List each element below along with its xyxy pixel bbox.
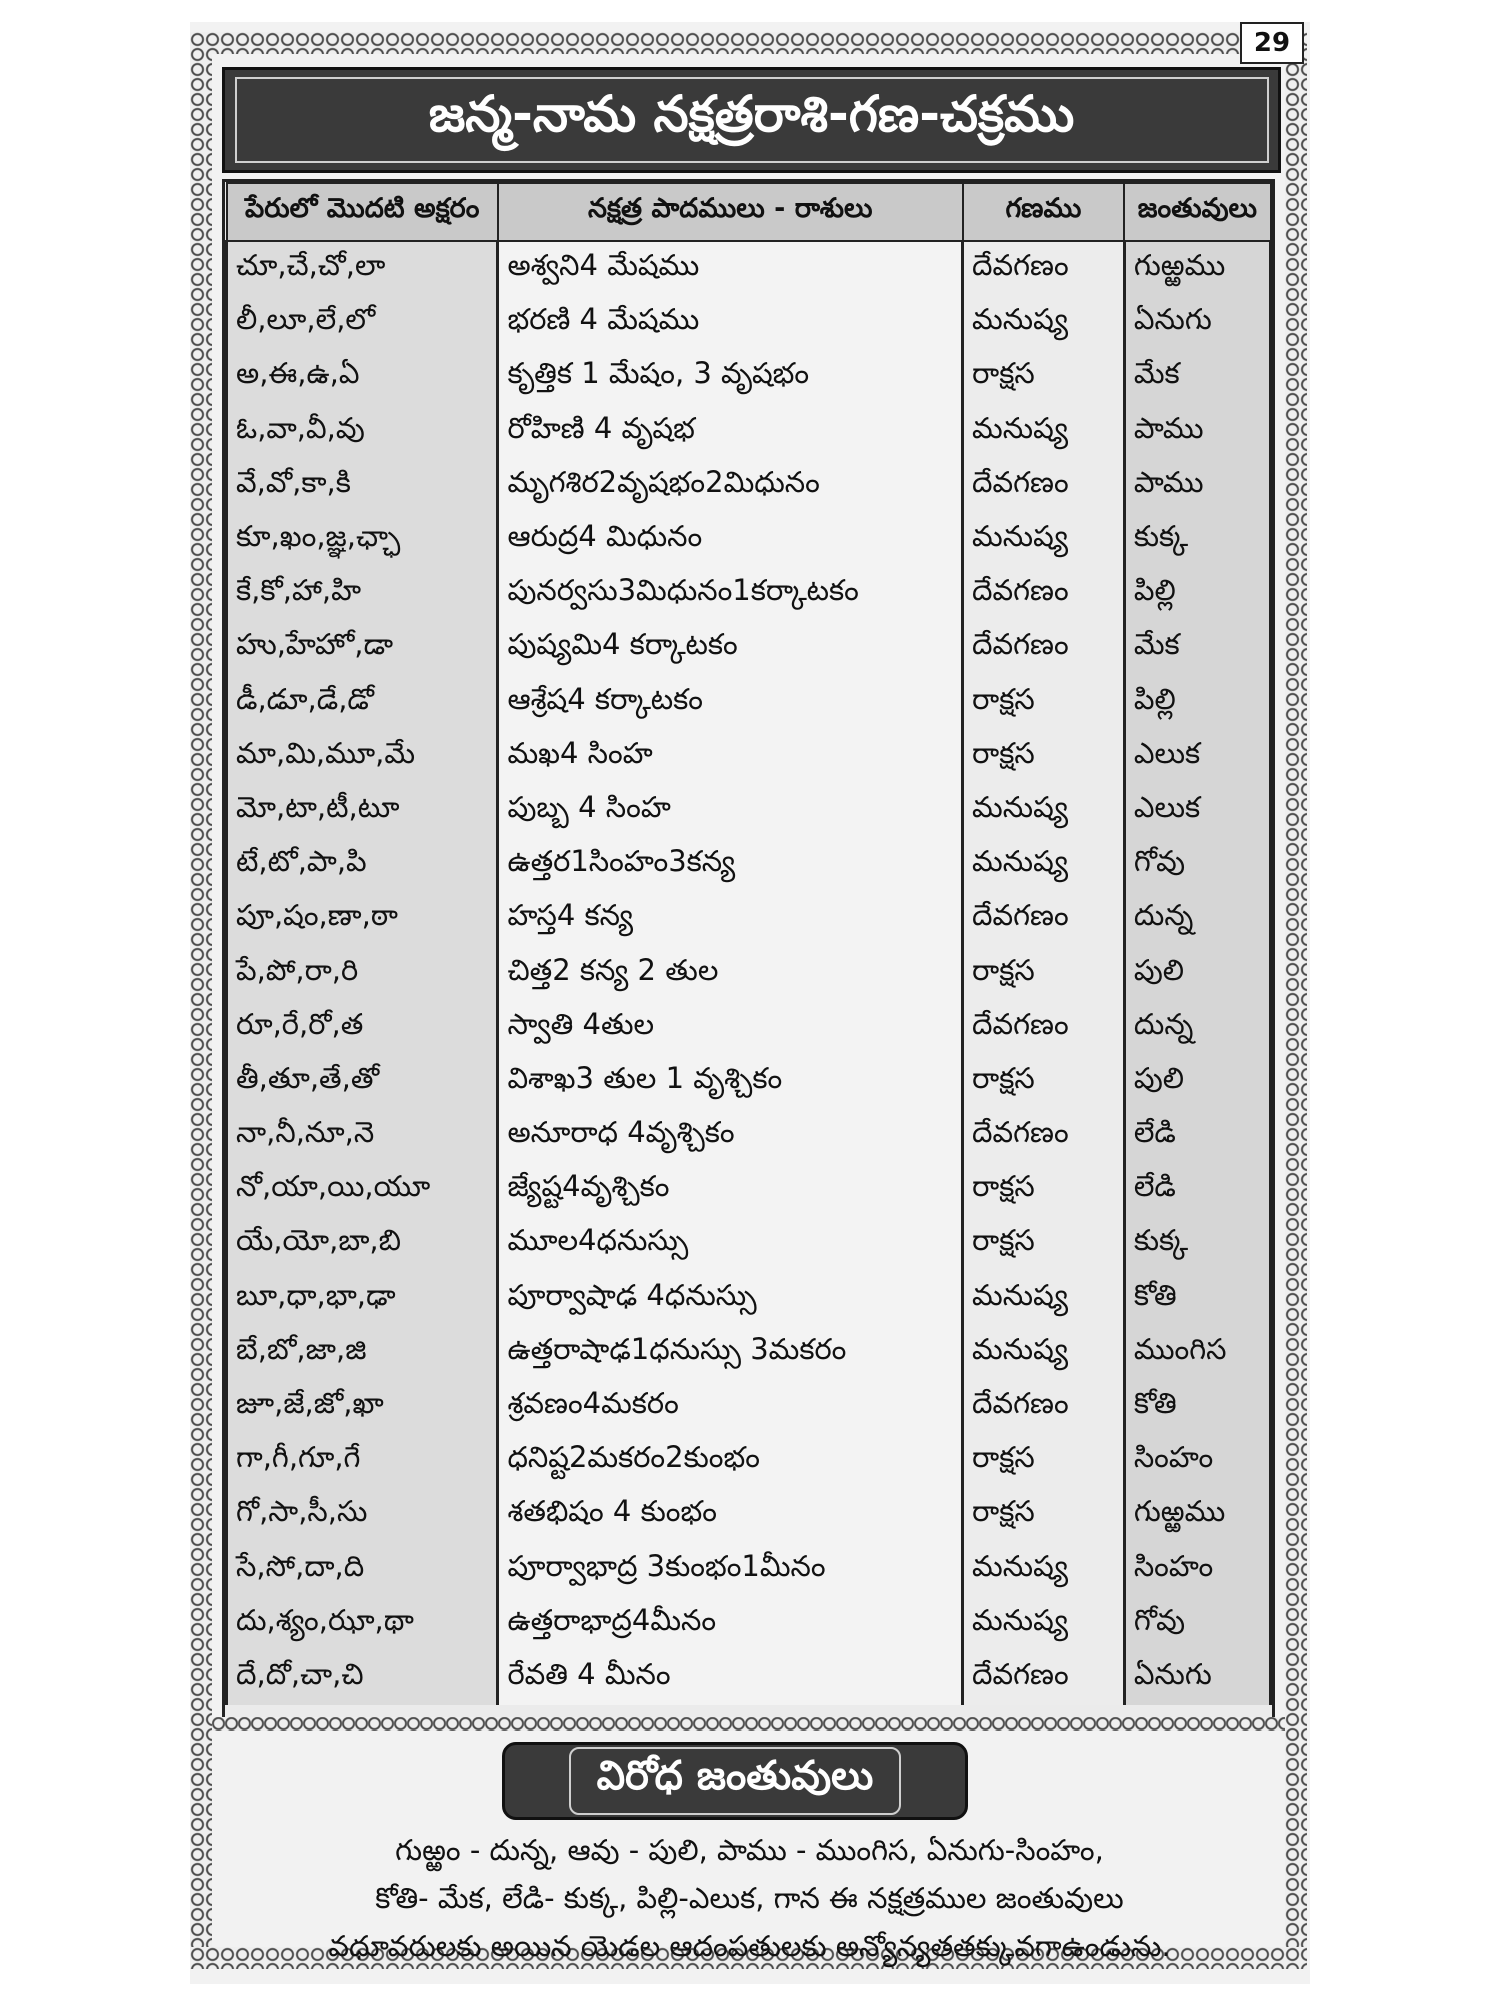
nakshatra-padas-cell: జ్యేష్ట4వృశ్చికం [498, 1163, 963, 1217]
ganam-cell: రాక్షస [963, 350, 1125, 404]
ganam-cell: రాక్షస [963, 1163, 1125, 1217]
chain-border-right [1285, 32, 1307, 1967]
first-letters-cell: రూ,రే,రో,త [227, 1001, 498, 1055]
first-letters-cell: తీ,తూ,తే,తో [227, 1055, 498, 1109]
nakshatra-padas-cell: చిత్త2 కన్య 2 తుల [498, 946, 963, 1000]
ganam-cell: మనుష్య [963, 1543, 1125, 1597]
nakshatra-padas-cell: ఆశ్రేష4 కర్కాటకం [498, 676, 963, 730]
nakshatra-padas-cell: అశ్వని4 మేషము [498, 241, 963, 296]
table-row [227, 1543, 1271, 1597]
table-row [227, 784, 1271, 838]
animal-cell: లేడి [1124, 1163, 1270, 1217]
animal-cell: పిల్లి [1124, 567, 1270, 621]
table-row [227, 1597, 1271, 1651]
nakshatra-padas-cell: పూర్వాషాఢ 4ధనుస్సు [498, 1272, 963, 1326]
ganam-cell: రాక్షస [963, 1488, 1125, 1542]
animal-cell: పిల్లి [1124, 676, 1270, 730]
first-letters-cell: డీ,డూ,డే,డో [227, 676, 498, 730]
table-row [227, 1434, 1271, 1488]
enemy-animals-section [222, 1734, 1275, 1963]
table-row [227, 1272, 1271, 1326]
nakshatra-padas-cell: ధనిష్ట2మకరం2కుంభం [498, 1434, 963, 1488]
table-row [227, 350, 1271, 404]
nakshatra-padas-cell: అనూరాధ 4వృశ్చికం [498, 1109, 963, 1163]
nakshatra-padas-cell: ఆరుద్ర4 మిధునం [498, 513, 963, 567]
first-letters-cell: లీ,లూ,లే,లో [227, 296, 498, 350]
animal-cell: ముంగిస [1124, 1326, 1270, 1380]
table-row [227, 513, 1271, 567]
chain-border-left [190, 32, 212, 1967]
nakshatra-padas-cell: మృగశిర2వృషభం2మిధునం [498, 459, 963, 513]
ganam-cell: దేవగణం [963, 1380, 1125, 1434]
nakshatra-padas-cell: మఖ4 సింహ [498, 730, 963, 784]
nakshatra-padas-cell: ఉత్తర1సింహం3కన్య [498, 838, 963, 892]
table-row [227, 892, 1271, 946]
first-letters-cell: గో,సా,సీ,సు [227, 1488, 498, 1542]
table-row [227, 730, 1271, 784]
ganam-cell: దేవగణం [963, 621, 1125, 675]
first-letters-cell: గా,గీ,గూ,గే [227, 1434, 498, 1488]
first-letters-cell: ఓ,వా,వీ,వు [227, 405, 498, 459]
chain-border-top [190, 32, 1240, 54]
first-letters-cell: నో,యా,యి,యూ [227, 1163, 498, 1217]
table-row [227, 1055, 1271, 1109]
first-letters-cell: కూ,ఖం,జ్ఞ,ఛ్ఛా [227, 513, 498, 567]
table-header-row [227, 183, 1271, 241]
header-animals: జంతువులు [1124, 183, 1270, 241]
ganam-cell: దేవగణం [963, 1109, 1125, 1163]
animal-cell: పాము [1124, 405, 1270, 459]
ganam-cell: దేవగణం [963, 1651, 1125, 1705]
animal-cell: పులి [1124, 946, 1270, 1000]
first-letters-cell: అ,ఈ,ఉ,ఏ [227, 350, 498, 404]
table-row [227, 1001, 1271, 1055]
ganam-cell: మనుష్య [963, 784, 1125, 838]
ganam-cell: రాక్షస [963, 1434, 1125, 1488]
animal-cell: మేక [1124, 621, 1270, 675]
ganam-cell: దేవగణం [963, 459, 1125, 513]
header-nakshatra-padas: నక్షత్ర పాదములు - రాశులు [498, 183, 963, 241]
first-letters-cell: దు,శ్యం,ఝా,థా [227, 1597, 498, 1651]
first-letters-cell: నా,నీ,నూ,నె [227, 1109, 498, 1163]
table-row [227, 405, 1271, 459]
ganam-cell: రాక్షస [963, 676, 1125, 730]
ganam-cell: మనుష్య [963, 405, 1125, 459]
nakshatra-padas-cell: పునర్వసు3మిధునం1కర్కాటకం [498, 567, 963, 621]
first-letters-cell: హు,హేహో,డా [227, 621, 498, 675]
animal-cell: కుక్క [1124, 1217, 1270, 1271]
nakshatra-padas-cell: విశాఖ3 తుల 1 వృశ్చికం [498, 1055, 963, 1109]
animal-cell: కోతి [1124, 1272, 1270, 1326]
nakshatra-padas-cell: ఉత్తరాభాద్ర4మీనం [498, 1597, 963, 1651]
animal-cell: గోవు [1124, 838, 1270, 892]
title-banner [222, 67, 1281, 173]
animal-cell: దున్న [1124, 1001, 1270, 1055]
ganam-cell: రాక్షస [963, 730, 1125, 784]
table-body [227, 241, 1271, 1705]
table-row [227, 1163, 1271, 1217]
ganam-cell: దేవగణం [963, 241, 1125, 296]
table-row [227, 459, 1271, 513]
first-letters-cell: కే,కో,హా,హి [227, 567, 498, 621]
first-letters-cell: మో,టా,టీ,టూ [227, 784, 498, 838]
nakshatra-table [222, 179, 1275, 1727]
page-title: జన్మ-నామ నక్షత్రరాశి-గణ-చక్రము [235, 77, 1269, 163]
nakshatra-padas-cell: హస్త4 కన్య [498, 892, 963, 946]
nakshatra-padas-cell: కృత్తిక 1 మేషం, 3 వృషభం [498, 350, 963, 404]
animal-cell: కుక్క [1124, 513, 1270, 567]
first-letters-cell: జూ,జే,జో,ఖా [227, 1380, 498, 1434]
table-row [227, 296, 1271, 350]
table-row [227, 1651, 1271, 1705]
ganam-cell: మనుష్య [963, 838, 1125, 892]
animal-cell: ఎలుక [1124, 730, 1270, 784]
first-letters-cell: సే,సో,దా,ది [227, 1543, 498, 1597]
header-first-letter: పేరులో మొదటి అక్షరం [227, 183, 498, 241]
note-line: గుఱ్ఱం - దున్న, ఆవు - పులి, పాము - ముంగిస, ఏనుగు-సింహం, [395, 1833, 1104, 1867]
enemy-animals-banner [502, 1742, 968, 1820]
animal-cell: సింహం [1124, 1543, 1270, 1597]
animal-cell: లేడి [1124, 1109, 1270, 1163]
first-letters-cell: పూ,షం,ణా,ఠా [227, 892, 498, 946]
note-line: కోతి- మేక, లేడి- కుక్క, పిల్లి-ఎలుక, గాన ఈ నక్షత్రముల జంతువులు [375, 1881, 1124, 1915]
ganam-cell: దేవగణం [963, 1001, 1125, 1055]
table-row [227, 946, 1271, 1000]
table-row [227, 1380, 1271, 1434]
first-letters-cell: వే,వో,కా,కి [227, 459, 498, 513]
animal-cell: దున్న [1124, 892, 1270, 946]
page-number: 29 [1240, 22, 1304, 64]
table-row [227, 1488, 1271, 1542]
animal-cell: పాము [1124, 459, 1270, 513]
animal-cell: గుఱ్ఱము [1124, 241, 1270, 296]
enemy-animals-title: విరోధ జంతువులు [569, 1747, 902, 1815]
first-letters-cell: మా,మి,మూ,మే [227, 730, 498, 784]
table-row [227, 838, 1271, 892]
ganam-cell: మనుష్య [963, 296, 1125, 350]
animal-cell: ఎలుక [1124, 784, 1270, 838]
nakshatra-padas-cell: స్వాతి 4తుల [498, 1001, 963, 1055]
chain-divider [212, 1717, 1285, 1731]
nakshatra-padas-cell: పుబ్బ 4 సింహ [498, 784, 963, 838]
animal-cell: ఏనుగు [1124, 1651, 1270, 1705]
nakshatra-padas-cell: శ్రవణం4మకరం [498, 1380, 963, 1434]
ganam-cell: రాక్షస [963, 1055, 1125, 1109]
animal-cell: పులి [1124, 1055, 1270, 1109]
table-row [227, 676, 1271, 730]
nakshatra-padas-cell: మూల4ధనుస్సు [498, 1217, 963, 1271]
table-row [227, 621, 1271, 675]
table-row [227, 1217, 1271, 1271]
table-row [227, 1326, 1271, 1380]
table-row [227, 241, 1271, 296]
table-row [227, 567, 1271, 621]
nakshatra-padas-cell: పుష్యమి4 కర్కాటకం [498, 621, 963, 675]
table-row [227, 1109, 1271, 1163]
first-letters-cell: బూ,ధా,భా,ఢా [227, 1272, 498, 1326]
first-letters-cell: చూ,చే,చో,లా [227, 241, 498, 296]
ganam-cell: మనుష్య [963, 513, 1125, 567]
nakshatra-padas-cell: భరణి 4 మేషము [498, 296, 963, 350]
ganam-cell: రాక్షస [963, 946, 1125, 1000]
first-letters-cell: పే,పో,రా,రి [227, 946, 498, 1000]
ganam-cell: దేవగణం [963, 892, 1125, 946]
enemy-animals-note [242, 1826, 1257, 1970]
nakshatra-padas-cell: పూర్వాభాద్ర 3కుంభం1మీనం [498, 1543, 963, 1597]
animal-cell: కోతి [1124, 1380, 1270, 1434]
ganam-cell: రాక్షస [963, 1217, 1125, 1271]
animal-cell: ఏనుగు [1124, 296, 1270, 350]
first-letters-cell: బే,బో,జా,జి [227, 1326, 498, 1380]
first-letters-cell: దే,దో,చా,చి [227, 1651, 498, 1705]
first-letters-cell: టే,టో,పా,పి [227, 838, 498, 892]
animal-cell: సింహం [1124, 1434, 1270, 1488]
ganam-cell: మనుష్య [963, 1597, 1125, 1651]
animal-cell: మేక [1124, 350, 1270, 404]
ganam-cell: మనుష్య [963, 1272, 1125, 1326]
nakshatra-padas-cell: రోహిణి 4 వృషభ [498, 405, 963, 459]
animal-cell: గుఱ్ఱము [1124, 1488, 1270, 1542]
nakshatra-padas-cell: శతభిషం 4 కుంభం [498, 1488, 963, 1542]
first-letters-cell: యే,యో,బా,బి [227, 1217, 498, 1271]
nakshatra-padas-cell: రేవతి 4 మీనం [498, 1651, 963, 1705]
page [190, 22, 1310, 1984]
note-line: వధూవరులకు అయిన యెడల ఆదంపతులకు అన్యోన్యతతక్కువగాఉండును. [328, 1929, 1171, 1963]
nakshatra-padas-cell: ఉత్తరాషాఢ1ధనుస్సు 3మకరం [498, 1326, 963, 1380]
header-ganam: గణము [963, 183, 1125, 241]
ganam-cell: దేవగణం [963, 567, 1125, 621]
animal-cell: గోవు [1124, 1597, 1270, 1651]
ganam-cell: మనుష్య [963, 1326, 1125, 1380]
